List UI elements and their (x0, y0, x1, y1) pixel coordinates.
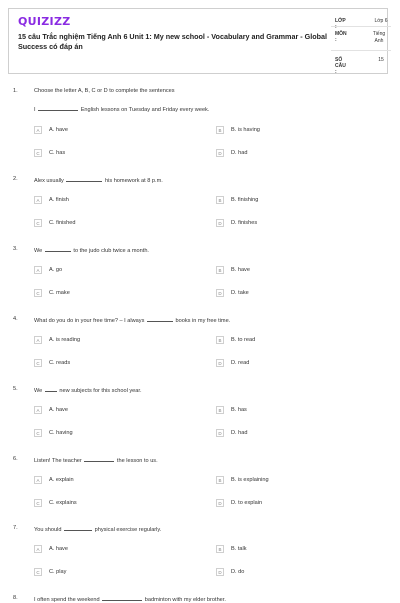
meta-count-label: SỐ CÂU : (335, 57, 346, 75)
question-number: 5. (13, 386, 18, 392)
meta-divider (331, 26, 391, 27)
option-label[interactable]: D. had (231, 430, 248, 436)
option-label[interactable]: B. to read (231, 337, 256, 343)
meta-count-value: 15 (378, 57, 384, 63)
option-letter-box[interactable]: A (34, 476, 42, 484)
option-letter-box[interactable]: D (216, 429, 224, 437)
option-letter-box[interactable]: C (34, 219, 42, 227)
option-letter-box[interactable]: B (216, 406, 224, 414)
option-letter-box[interactable]: D (216, 568, 224, 576)
question-number: 1. (13, 88, 18, 94)
answer-blank (45, 246, 71, 252)
option-letter-box[interactable]: C (34, 568, 42, 576)
option-label[interactable]: B. finishing (231, 197, 259, 203)
question-text: Listen! The teacher the lesson to us. (34, 458, 158, 464)
option-label[interactable]: C. having (49, 430, 73, 436)
option-label[interactable]: D. to explain (231, 500, 263, 506)
option-letter-box[interactable]: D (216, 219, 224, 227)
option-label[interactable]: A. have (49, 407, 68, 413)
option-label[interactable]: B. talk (231, 546, 247, 552)
option-label[interactable]: D. read (231, 360, 250, 366)
meta-subject-label: MÔN : (335, 31, 347, 43)
option-letter-box[interactable]: B (216, 476, 224, 484)
option-letter-box[interactable]: B (216, 126, 224, 134)
answer-blank (84, 456, 114, 462)
meta-grade-value: Lớp 6 (374, 18, 388, 24)
option-label[interactable]: C. reads (49, 360, 71, 366)
option-label[interactable]: A. have (49, 546, 68, 552)
question-number: 7. (13, 525, 18, 531)
option-label[interactable]: C. has (49, 150, 66, 156)
answer-blank (38, 105, 78, 111)
option-letter-box[interactable]: A (34, 545, 42, 553)
question-number: 3. (13, 246, 18, 252)
option-letter-box[interactable]: B (216, 336, 224, 344)
option-letter-box[interactable]: B (216, 545, 224, 553)
option-letter-box[interactable]: D (216, 499, 224, 507)
option-label[interactable]: B. is explaining (231, 477, 269, 483)
option-label[interactable]: C. play (49, 569, 67, 575)
question-text: Alex usually his homework at 8 p.m. (34, 178, 163, 184)
question-number: 6. (13, 456, 18, 462)
answer-blank (64, 525, 92, 531)
meta-divider (331, 50, 391, 51)
answer-blank (66, 176, 102, 182)
worksheet-title: 15 câu Trắc nghiệm Tiếng Anh 6 Unit 1: My new school - Vocabulary and Grammar - Global Success có đáp án (18, 32, 327, 51)
question-text: I often spend the weekend badminton with my elder brother. (34, 597, 226, 603)
option-label[interactable]: A. go (49, 267, 63, 273)
option-letter-box[interactable]: B (216, 266, 224, 274)
option-letter-box[interactable]: C (34, 429, 42, 437)
answer-blank (45, 386, 57, 392)
option-label[interactable]: D. do (231, 569, 245, 575)
option-letter-box[interactable]: C (34, 149, 42, 157)
option-letter-box[interactable]: C (34, 499, 42, 507)
option-label[interactable]: A. explain (49, 477, 74, 483)
option-label[interactable]: D. had (231, 150, 248, 156)
option-letter-box[interactable]: A (34, 406, 42, 414)
option-letter-box[interactable]: A (34, 336, 42, 344)
option-letter-box[interactable]: D (216, 149, 224, 157)
option-label[interactable]: C. finished (49, 220, 76, 226)
option-letter-box[interactable]: A (34, 266, 42, 274)
answer-blank (102, 595, 142, 601)
option-label[interactable]: A. is reading (49, 337, 81, 343)
meta-grade-label: LỚP : (335, 18, 346, 30)
option-label[interactable]: B. is having (231, 127, 260, 133)
question-number: 4. (13, 316, 18, 322)
option-label[interactable]: D. take (231, 290, 249, 296)
question-text: I English lessons on Tuesday and Friday every week. (34, 107, 210, 113)
option-letter-box[interactable]: A (34, 196, 42, 204)
option-label[interactable]: A. have (49, 127, 68, 133)
question-text: We new subjects for this school year. (34, 388, 142, 394)
question-number: 8. (13, 595, 18, 601)
option-letter-box[interactable]: D (216, 289, 224, 297)
answer-blank (147, 316, 173, 322)
option-label[interactable]: B. has (231, 407, 247, 413)
meta-subject-value: Tiếng Anh (372, 31, 386, 44)
option-letter-box[interactable]: C (34, 289, 42, 297)
question-instruction: Choose the letter A, B, C or D to complete the sentences (34, 88, 175, 94)
question-text: What do you do in your free time? – I always books in my free time. (34, 318, 231, 324)
option-label[interactable]: D. finishes (231, 220, 258, 226)
quizizz-logo: QUIZIZZ (18, 15, 71, 28)
option-letter-box[interactable]: C (34, 359, 42, 367)
option-letter-box[interactable]: B (216, 196, 224, 204)
option-label[interactable]: C. make (49, 290, 70, 296)
option-label[interactable]: C. explains (49, 500, 77, 506)
option-label[interactable]: B. have (231, 267, 250, 273)
question-number: 2. (13, 176, 18, 182)
option-label[interactable]: A. finish (49, 197, 69, 203)
worksheet-header (8, 8, 388, 74)
question-text: We to the judo club twice a month. (34, 248, 149, 254)
option-letter-box[interactable]: A (34, 126, 42, 134)
question-text: You should physical exercise regularly. (34, 527, 162, 533)
option-letter-box[interactable]: D (216, 359, 224, 367)
